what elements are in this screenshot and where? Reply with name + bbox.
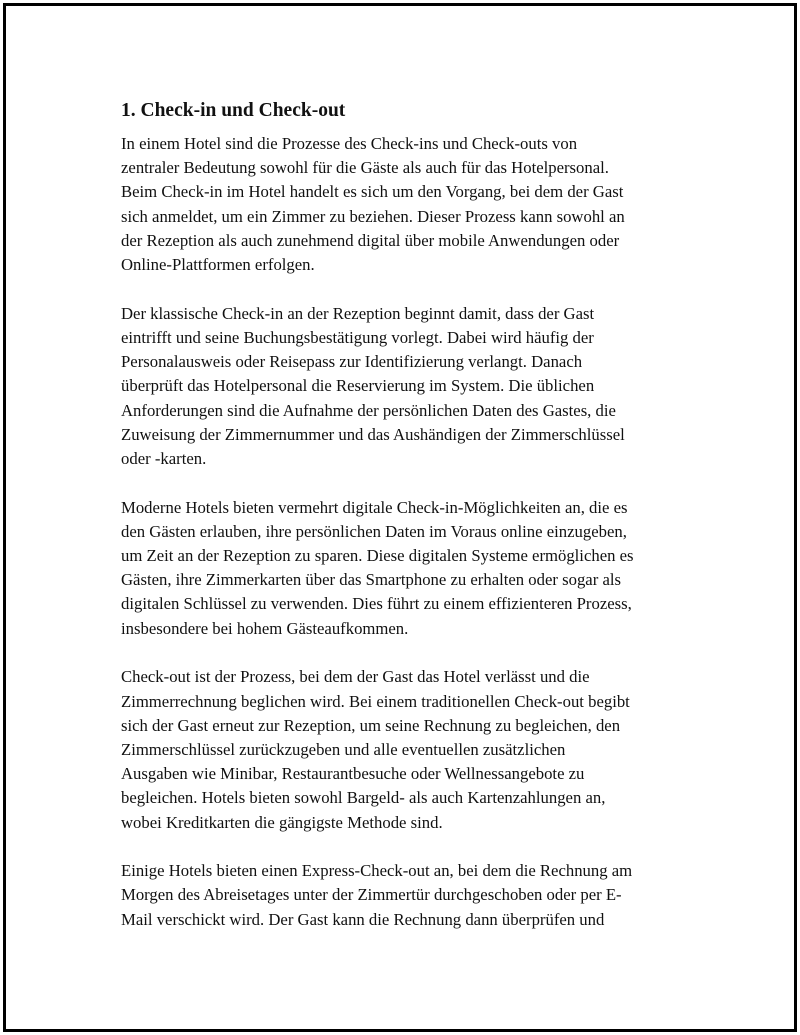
text-line: den Gästen erlauben, ihre persönlichen Daten im Voraus online einzugeben, xyxy=(121,521,627,541)
text-line: Zimmerschlüssel zurückzugeben und alle eventuellen zusätzlichen xyxy=(121,739,566,759)
text-line: Zuweisung der Zimmernummer und das Aushändigen der Zimmerschlüssel xyxy=(121,424,625,444)
text-line: Ausgaben wie Minibar, Restaurantbesuche oder Wellnessangebote zu xyxy=(121,764,585,784)
text-line: Beim Check-in im Hotel handelt es sich um den Vorgang, bei dem der Gast xyxy=(121,182,624,202)
paragraph-2 xyxy=(121,302,701,471)
text-line: Mail verschickt wird. Der Gast kann die Rechnung dann überprüfen und xyxy=(121,909,605,929)
document-body xyxy=(121,99,701,956)
text-line: Der klassische Check-in an der Rezeption beginnt damit, dass der Gast xyxy=(121,303,595,323)
text-line: Check-out ist der Prozess, bei dem der Gast das Hotel verlässt und die xyxy=(121,667,590,687)
text-line: Moderne Hotels bieten vermehrt digitale Check-in-Möglichkeiten an, die es xyxy=(121,497,628,517)
text-line: Zimmerrechnung beglichen wird. Bei einem traditionellen Check-out begibt xyxy=(121,691,630,711)
text-line: Morgen des Abreisetages unter der Zimmertür durchgeschoben oder per E- xyxy=(121,885,622,905)
paragraph-5 xyxy=(121,859,701,932)
text-line: oder -karten. xyxy=(121,448,207,468)
section-heading: 1. Check-in und Check-out xyxy=(121,100,346,121)
text-line: Online-Plattformen erfolgen. xyxy=(121,255,315,275)
text-line: sich anmeldet, um ein Zimmer zu beziehen. Dieser Prozess kann sowohl an xyxy=(121,206,625,226)
paragraph-1 xyxy=(121,132,701,277)
text-line: um Zeit an der Rezeption zu sparen. Diese digitalen Systeme ermöglichen es xyxy=(121,546,634,566)
text-line: eintrifft und seine Buchungsbestätigung vorlegt. Dabei wird häufig der xyxy=(121,327,594,347)
text-line: überprüft das Hotelpersonal die Reservierung im System. Die üblichen xyxy=(121,376,595,396)
text-line: zentraler Bedeutung sowohl für die Gäste als auch für das Hotelpersonal. xyxy=(121,158,609,178)
paragraph-3 xyxy=(121,496,701,641)
text-line: sich der Gast erneut zur Rezeption, um seine Rechnung zu begleichen, den xyxy=(121,715,621,735)
text-line: der Rezeption als auch zunehmend digital über mobile Anwendungen oder xyxy=(121,230,620,250)
text-line: wobei Kreditkarten die gängigste Methode sind. xyxy=(121,812,443,832)
page-frame xyxy=(3,3,797,1032)
text-line: digitalen Schlüssel zu verwenden. Dies führt zu einem effizienteren Prozess, xyxy=(121,594,632,614)
text-line: Gästen, ihre Zimmerkarten über das Smartphone zu erhalten oder sogar als xyxy=(121,570,621,590)
text-line: Personalausweis oder Reisepass zur Identifizierung verlangt. Danach xyxy=(121,352,583,372)
text-line: In einem Hotel sind die Prozesse des Check-ins und Check-outs von xyxy=(121,134,578,153)
text-line: insbesondere bei hohem Gästeaufkommen. xyxy=(121,618,409,638)
text-line: Anforderungen sind die Aufnahme der persönlichen Daten des Gastes, die xyxy=(121,400,616,420)
text-line: Einige Hotels bieten einen Express-Check-out an, bei dem die Rechnung am xyxy=(121,861,633,881)
paragraph-4 xyxy=(121,665,701,834)
text-line: begleichen. Hotels bieten sowohl Bargeld- als auch Kartenzahlungen an, xyxy=(121,788,606,808)
